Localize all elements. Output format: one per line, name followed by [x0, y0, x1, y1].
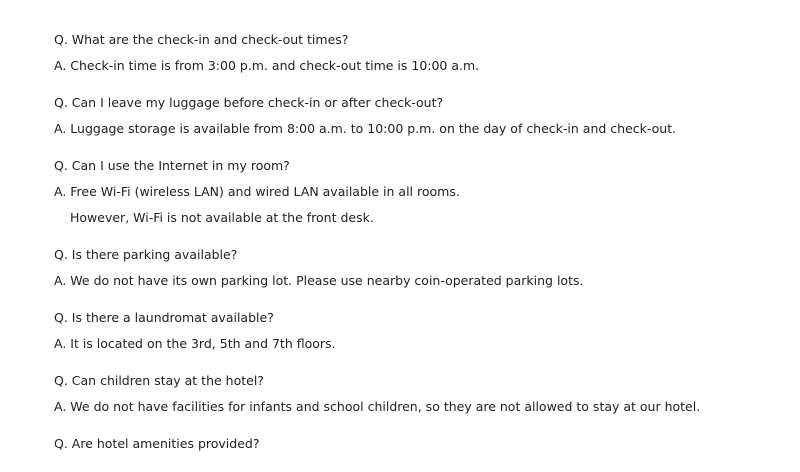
- faq-answer: A. It is located on the 3rd, 5th and 7th floors.: [54, 336, 336, 351]
- faq-item: [54, 372, 780, 416]
- faq-answer: A. We do not have facilities for infants and school children, so they are not allowed to stay at our hotel.: [54, 399, 701, 414]
- faq-question: Q. Can I leave my luggage before check-in or after check-out?: [54, 95, 444, 110]
- faq-item: [54, 246, 780, 290]
- faq-item: [54, 94, 780, 138]
- faq-item: [54, 157, 780, 227]
- faq-question: Q. Are hotel amenities provided?: [54, 436, 260, 451]
- faq-answer: A. Luggage storage is available from 8:00 a.m. to 10:00 p.m. on the day of check-in and check-out.: [54, 121, 677, 136]
- faq-answer-continuation: However, Wi-Fi is not available at the front desk.: [70, 210, 374, 225]
- faq-item: [54, 31, 780, 75]
- faq-item: [54, 309, 780, 353]
- faq-answer: A. Check-in time is from 3:00 p.m. and check-out time is 10:00 a.m.: [54, 58, 480, 73]
- faq-question: Q. Is there parking available?: [54, 247, 238, 262]
- faq-item: [54, 435, 780, 453]
- faq-answer: A. We do not have its own parking lot. Please use nearby coin-operated parking lots.: [54, 273, 584, 288]
- faq-question: Q. Can children stay at the hotel?: [54, 373, 264, 388]
- faq-answer: A. Free Wi-Fi (wireless LAN) and wired LAN available in all rooms.: [54, 184, 460, 199]
- faq-question: Q. Is there a laundromat available?: [54, 310, 274, 325]
- faq-list: [54, 31, 780, 472]
- faq-question: Q. What are the check-in and check-out times?: [54, 32, 349, 47]
- faq-question: Q. Can I use the Internet in my room?: [54, 158, 290, 173]
